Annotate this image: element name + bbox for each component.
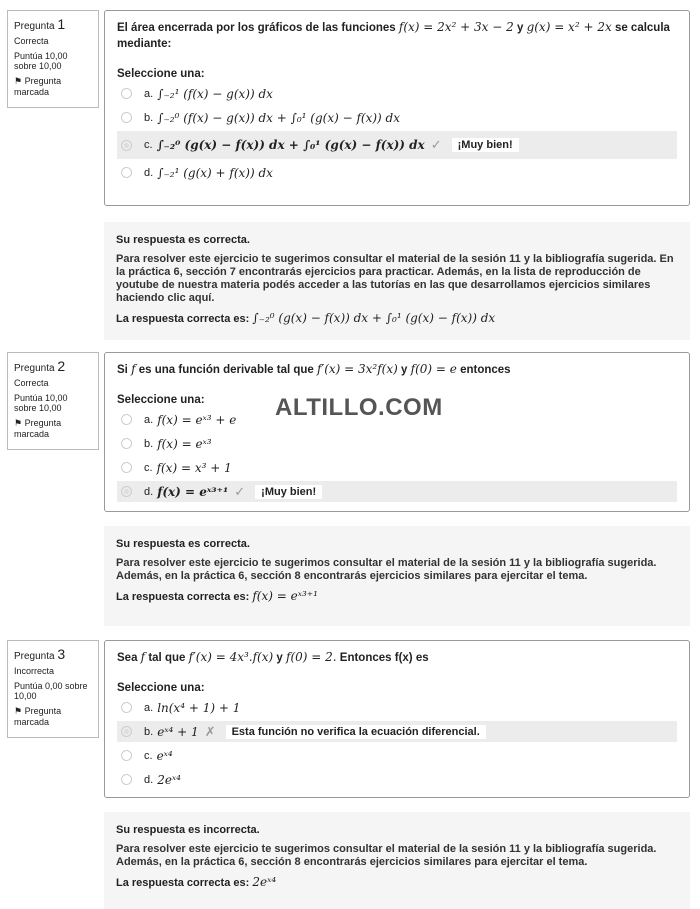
question-label: Pregunta: [14, 363, 55, 374]
question-text: Sea f tal que f′(x) = 4x³.f(x) y f(0) = 2. Entonces f(x) es: [117, 650, 429, 664]
option-feedback: ¡Muy bien!: [255, 485, 322, 499]
radio-button[interactable]: [121, 140, 132, 151]
answer-option[interactable]: a. f(x) = eˣ³ + e: [117, 409, 677, 430]
radio-button[interactable]: [121, 414, 132, 425]
question-score: Puntúa 10,00 sobre 10,00: [14, 393, 68, 413]
question-box-3: [104, 640, 690, 798]
feedback-general: Para resolver este ejercicio te sugerimos consultar el material de la sesión 11 y la bibliografía sugerida. En la práctica 6, sección 7 encontrarás ejercicios para practicar. Además, en la lista de reproducción de youtube de nuestra materia podés acceder a las tutorías en las que desarrollamos ejercicios similares haciendo clic aquí.: [116, 253, 674, 304]
radio-button[interactable]: [121, 750, 132, 761]
question-state: Correcta: [14, 36, 49, 46]
feedback-panel-2: [104, 526, 690, 626]
right-answer: La respuesta correcta es: f(x) = eˣ³⁺¹: [116, 589, 318, 603]
question-number: 3: [57, 646, 66, 662]
question-text: El área encerrada por los gráficos de las funciones f(x) = 2x² + 3x − 2 y g(x) = x² + 2x se calcula mediante:: [117, 20, 670, 50]
answer-option[interactable]: d. 2eˣ⁴: [117, 769, 677, 790]
question-number: 2: [57, 358, 66, 374]
flag-icon: ⚑: [14, 418, 23, 428]
question-label: Pregunta: [14, 651, 55, 662]
feedback-status: Su respuesta es incorrecta.: [116, 824, 260, 836]
radio-button[interactable]: [121, 438, 132, 449]
feedback-general: Para resolver este ejercicio te sugerimos consultar el material de la sesión 11 y la bibliografía sugerida. Además, en la práctica 6, sección 8 encontrarás ejercicios similares para ejercitar el tema.: [116, 557, 657, 582]
radio-button[interactable]: [121, 112, 132, 123]
check-icon: ✓: [430, 137, 442, 152]
option-feedback: Esta función no verifica la ecuación diferencial.: [226, 725, 486, 739]
answer-option[interactable]: c. f(x) = x³ + 1: [117, 457, 677, 478]
question-state: Incorrecta: [14, 666, 55, 676]
answer-option[interactable]: b. f(x) = eˣ³: [117, 433, 677, 454]
flag-question-link[interactable]: ⚑ Pregunta marcada: [14, 76, 62, 97]
radio-button[interactable]: [121, 462, 132, 473]
question-box-2: [104, 352, 690, 512]
question-info-1: [7, 10, 99, 108]
feedback-general: Para resolver este ejercicio te sugerimos consultar el material de la sesión 11 y la bibliografía sugerida. Además, en la práctica 6, sección 8 encontrarás ejercicios similares para ejercitar el tema.: [116, 843, 657, 868]
radio-button[interactable]: [121, 486, 132, 497]
feedback-status: Su respuesta es correcta.: [116, 234, 250, 246]
select-label: Seleccione una:: [117, 68, 205, 80]
cross-icon: ✗: [204, 723, 216, 739]
feedback-status: Su respuesta es correcta.: [116, 538, 250, 550]
right-answer: La respuesta correcta es: ∫₋₂⁰ (g(x) − f(x)) dx + ∫₀¹ (g(x) − f(x)) dx: [116, 311, 496, 325]
answer-option[interactable]: a. ln(x⁴ + 1) + 1: [117, 697, 677, 718]
radio-button[interactable]: [121, 167, 132, 178]
flag-icon: ⚑: [14, 76, 23, 86]
radio-button[interactable]: [121, 88, 132, 99]
question-label: Pregunta: [14, 21, 55, 32]
select-label: Seleccione una:: [117, 394, 205, 406]
answer-option[interactable]: d. ∫₋₂¹ (g(x) + f(x)) dx: [117, 162, 677, 183]
answer-option-selected[interactable]: d. f(x) = eˣ³⁺¹ ✓ ¡Muy bien!: [117, 481, 677, 502]
radio-button[interactable]: [121, 702, 132, 713]
flag-question-link[interactable]: ⚑ Pregunta marcada: [14, 418, 62, 439]
watermark: ALTILLO.COM: [275, 394, 443, 421]
question-box-1: [104, 10, 690, 206]
radio-button[interactable]: [121, 726, 132, 737]
flag-icon: ⚑: [14, 706, 23, 716]
question-info-2: [7, 352, 99, 450]
question-number: 1: [57, 16, 66, 32]
feedback-panel-3: [104, 812, 690, 909]
answer-option[interactable]: c. eˣ⁴: [117, 745, 677, 766]
right-answer: La respuesta correcta es: 2eˣ⁴: [116, 875, 277, 889]
question-score: Puntúa 10,00 sobre 10,00: [14, 51, 68, 71]
question-score: Puntúa 0,00 sobre 10,00: [14, 681, 88, 701]
answer-option[interactable]: b. ∫₋₂⁰ (f(x) − g(x)) dx + ∫₀¹ (g(x) − f(x)) dx: [117, 107, 677, 128]
answer-option[interactable]: a. ∫₋₂¹ (f(x) − g(x)) dx: [117, 83, 677, 104]
option-feedback: ¡Muy bien!: [452, 138, 519, 152]
select-label: Seleccione una:: [117, 682, 205, 694]
flag-question-link[interactable]: ⚑ Pregunta marcada: [14, 706, 62, 727]
feedback-panel-1: [104, 222, 690, 340]
question-info-3: [7, 640, 99, 738]
check-icon: ✓: [234, 483, 246, 499]
answer-option-selected[interactable]: c. ∫₋₂⁰ (g(x) − f(x)) dx + ∫₀¹ (g(x) − f(x)) dx ✓ ¡Muy bien!: [117, 131, 677, 159]
question-text: Si f es una función derivable tal que f′(x) = 3x²f(x) y f(0) = e entonces: [117, 362, 511, 376]
answer-option-selected[interactable]: b. eˣ⁴ + 1 ✗ Esta función no verifica la ecuación diferencial.: [117, 721, 677, 742]
radio-button[interactable]: [121, 774, 132, 785]
question-state: Correcta: [14, 378, 49, 388]
